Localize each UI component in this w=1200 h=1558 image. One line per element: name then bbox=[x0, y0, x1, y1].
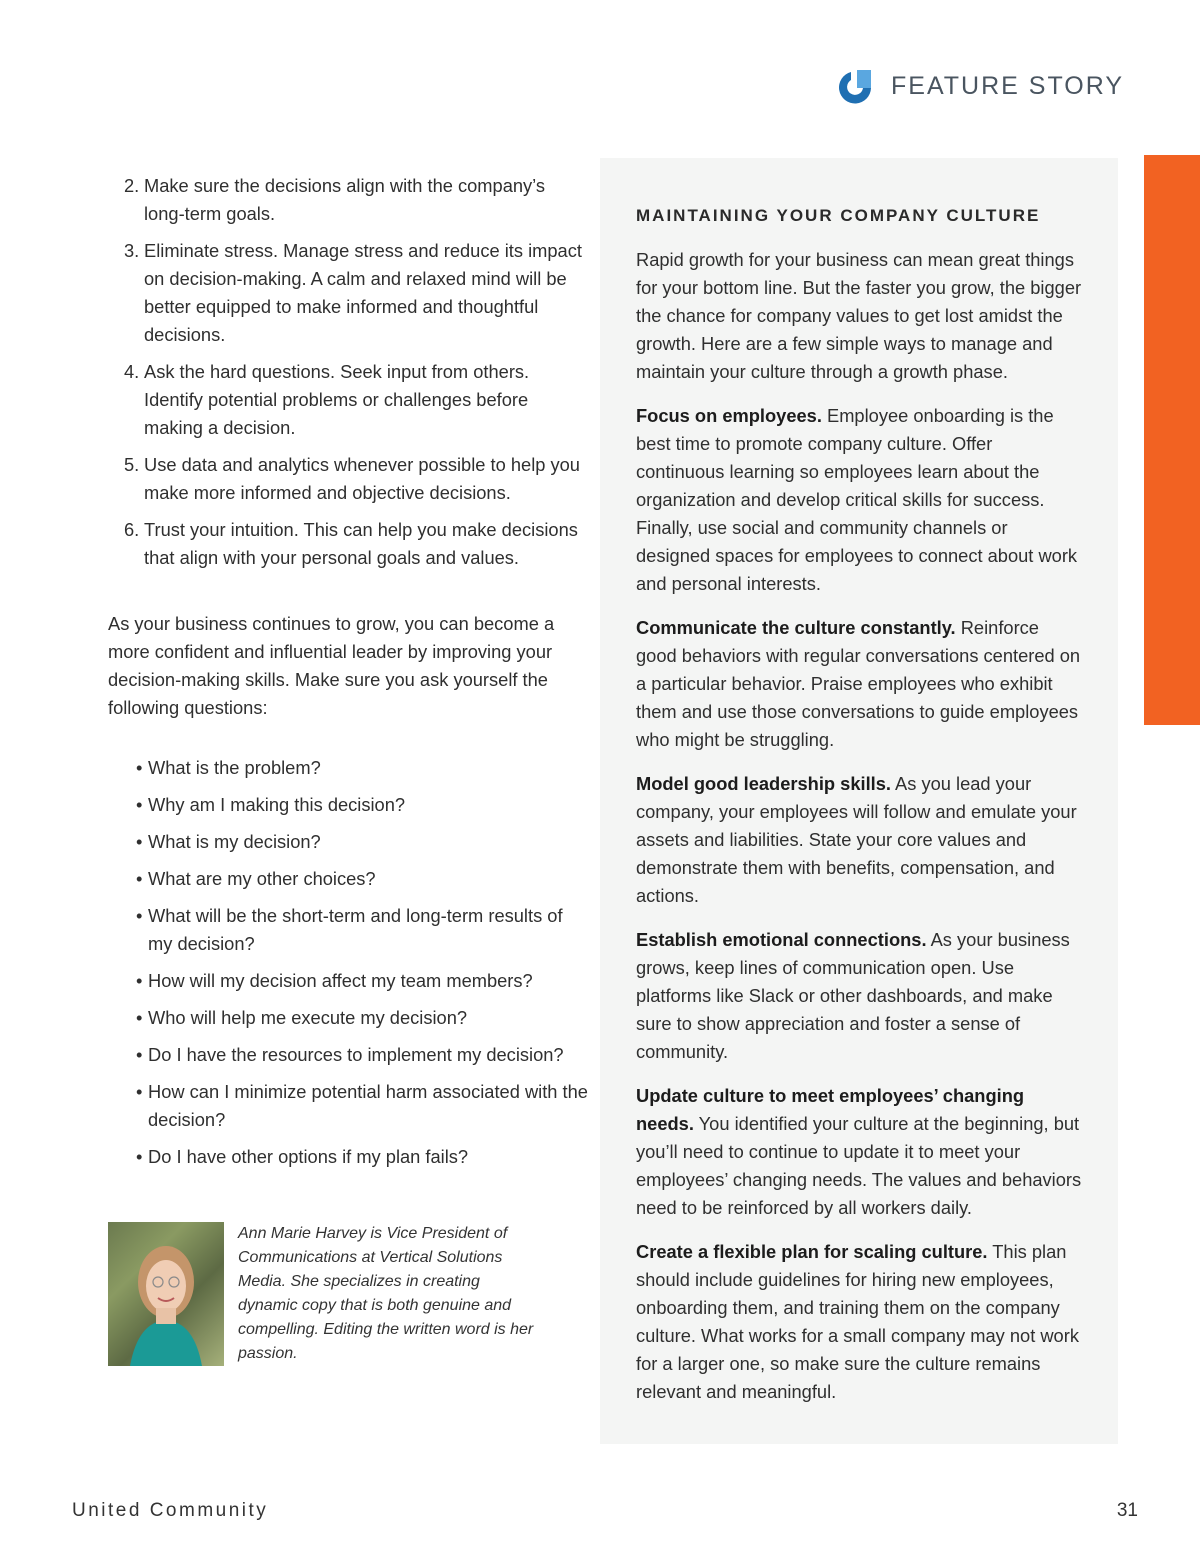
bullet-icon: • bbox=[136, 794, 143, 815]
sidebar-item-text: Employee onboarding is the best time to promote company culture. Offer continuous learning so employees learn about the organization and develop critical skills for success. Finally, use social and community channels or designed spaces for employees to connect about work and personal interests. bbox=[636, 405, 1078, 594]
brand-logo-icon bbox=[837, 66, 877, 106]
accent-tab bbox=[1144, 155, 1200, 725]
list-text: What is my decision? bbox=[148, 831, 321, 852]
list-number: 2. bbox=[124, 175, 140, 196]
bullet-icon: • bbox=[136, 868, 143, 889]
bullet-icon: • bbox=[136, 905, 143, 926]
numbered-list bbox=[108, 172, 588, 572]
sidebar-heading: MAINTAINING YOUR COMPANY CULTURE bbox=[636, 206, 1041, 225]
sidebar-item-text: You identified your culture at the beginning, but you’ll need to continue to update it to meet your employees’ changing needs. The values and behaviors need to be reinforced by all workers daily. bbox=[636, 1113, 1082, 1218]
bullet-icon: • bbox=[136, 831, 143, 852]
list-text: Do I have other options if my plan fails? bbox=[148, 1146, 469, 1167]
list-number: 6. bbox=[124, 519, 140, 540]
list-item bbox=[108, 754, 588, 782]
list-item bbox=[108, 237, 588, 349]
list-item bbox=[108, 791, 588, 819]
sidebar-item-title: Communicate the culture constantly. bbox=[636, 617, 956, 638]
sidebar-item-text: As your business grows, keep lines of communication open. Use platforms like Slack or other dashboards, and make sure to show appreciation and foster a sense of community. bbox=[636, 929, 1070, 1062]
bullet-icon: • bbox=[136, 1044, 143, 1065]
bullet-icon: • bbox=[136, 970, 143, 991]
sidebar-item bbox=[636, 402, 1082, 598]
list-text: How can I minimize potential harm associated with the decision? bbox=[148, 1081, 588, 1130]
sidebar-item-title: Focus on employees. bbox=[636, 405, 822, 426]
bullet-icon: • bbox=[136, 1007, 143, 1028]
list-text: Do I have the resources to implement my decision? bbox=[148, 1044, 564, 1065]
list-item bbox=[108, 1041, 588, 1069]
sidebar-item-text: This plan should include guidelines for hiring new employees, onboarding them, and training them on the company culture. What works for a small company may not work for a larger one, so make sure the culture remains relevant and meaningful. bbox=[636, 1241, 1079, 1402]
sidebar-item-text: As you lead your company, your employees will follow and emulate your assets and liabilities. State your core values and demonstrate them with benefits, compensation, and actions. bbox=[636, 773, 1077, 906]
sidebar-item bbox=[636, 770, 1082, 910]
list-text: Eliminate stress. Manage stress and reduce its impact on decision-making. A calm and relaxed mind will be better equipped to make informed and thoughtful decisions. bbox=[144, 240, 582, 345]
list-item bbox=[108, 865, 588, 893]
list-text: How will my decision affect my team members? bbox=[148, 970, 533, 991]
question-list bbox=[108, 754, 588, 1171]
sidebar-intro: Rapid growth for your business can mean great things for your bottom line. But the faster you grow, the bigger the chance for company values to get lost amidst the growth. Here are a few simple ways to manage and maintain your culture through a growth phase. bbox=[636, 249, 1082, 382]
bio-text: Ann Marie Harvey is Vice President of Communications at Vertical Solutions Media. She specializes in creating dynamic copy that is both genuine and compelling. Editing the written word is her passion. bbox=[238, 1225, 534, 1362]
author-bio bbox=[108, 1222, 538, 1366]
page-header bbox=[837, 66, 1124, 106]
sidebar-item bbox=[636, 614, 1082, 754]
list-item bbox=[108, 451, 588, 507]
sidebar-item bbox=[636, 1082, 1082, 1222]
list-item bbox=[108, 967, 588, 995]
list-item bbox=[108, 902, 588, 958]
author-photo bbox=[108, 1222, 224, 1366]
list-text: Use data and analytics whenever possible to help you make more informed and objective decisions. bbox=[144, 454, 580, 503]
bullet-icon: • bbox=[136, 1146, 143, 1167]
bullet-icon: • bbox=[136, 1081, 143, 1102]
sidebar-item-title: Update culture to meet employees’ changing needs. bbox=[636, 1085, 1025, 1134]
list-text: What is the problem? bbox=[148, 757, 321, 778]
sidebar-item bbox=[636, 1238, 1082, 1406]
list-number: 3. bbox=[124, 240, 140, 261]
list-number: 5. bbox=[124, 454, 140, 475]
list-text: What will be the short-term and long-term results of my decision? bbox=[148, 905, 563, 954]
list-item bbox=[108, 1004, 588, 1032]
list-text: Who will help me execute my decision? bbox=[148, 1007, 468, 1028]
list-item bbox=[108, 1078, 588, 1134]
sidebar-item bbox=[636, 926, 1082, 1066]
bullet-icon: • bbox=[136, 757, 143, 778]
sidebar-item-title: Model good leadership skills. bbox=[636, 773, 891, 794]
list-item bbox=[108, 828, 588, 856]
list-item bbox=[108, 516, 588, 572]
body-paragraph: As your business continues to grow, you can become a more confident and influential leader by improving your decision-making skills. Make sure you ask yourself the following questions: bbox=[108, 613, 555, 718]
publication-name: United Community bbox=[72, 1500, 269, 1521]
page-number: 31 bbox=[1116, 1500, 1138, 1521]
list-item bbox=[108, 1143, 588, 1171]
list-text: Trust your intuition. This can help you make decisions that align with your personal goals and values. bbox=[144, 519, 578, 568]
list-text: What are my other choices? bbox=[148, 868, 376, 889]
list-text: Why am I making this decision? bbox=[148, 794, 406, 815]
sidebar-item-text: Reinforce good behaviors with regular conversations centered on a particular behavior. Praise employees who exhibit them and use those conversations to guide employees who might be struggling. bbox=[636, 617, 1081, 750]
sidebar-item-title: Establish emotional connections. bbox=[636, 929, 927, 950]
list-text: Make sure the decisions align with the company’s long-term goals. bbox=[144, 175, 546, 224]
list-number: 4. bbox=[124, 361, 140, 382]
main-column bbox=[108, 172, 588, 1180]
sidebar-box bbox=[600, 158, 1118, 1444]
list-item bbox=[108, 172, 588, 228]
list-item bbox=[108, 358, 588, 442]
section-label: FEATURE STORY bbox=[891, 71, 1124, 100]
list-text: Ask the hard questions. Seek input from others. Identify potential problems or challenges before making a decision. bbox=[144, 361, 530, 438]
sidebar-item-title: Create a flexible plan for scaling culture. bbox=[636, 1241, 988, 1262]
